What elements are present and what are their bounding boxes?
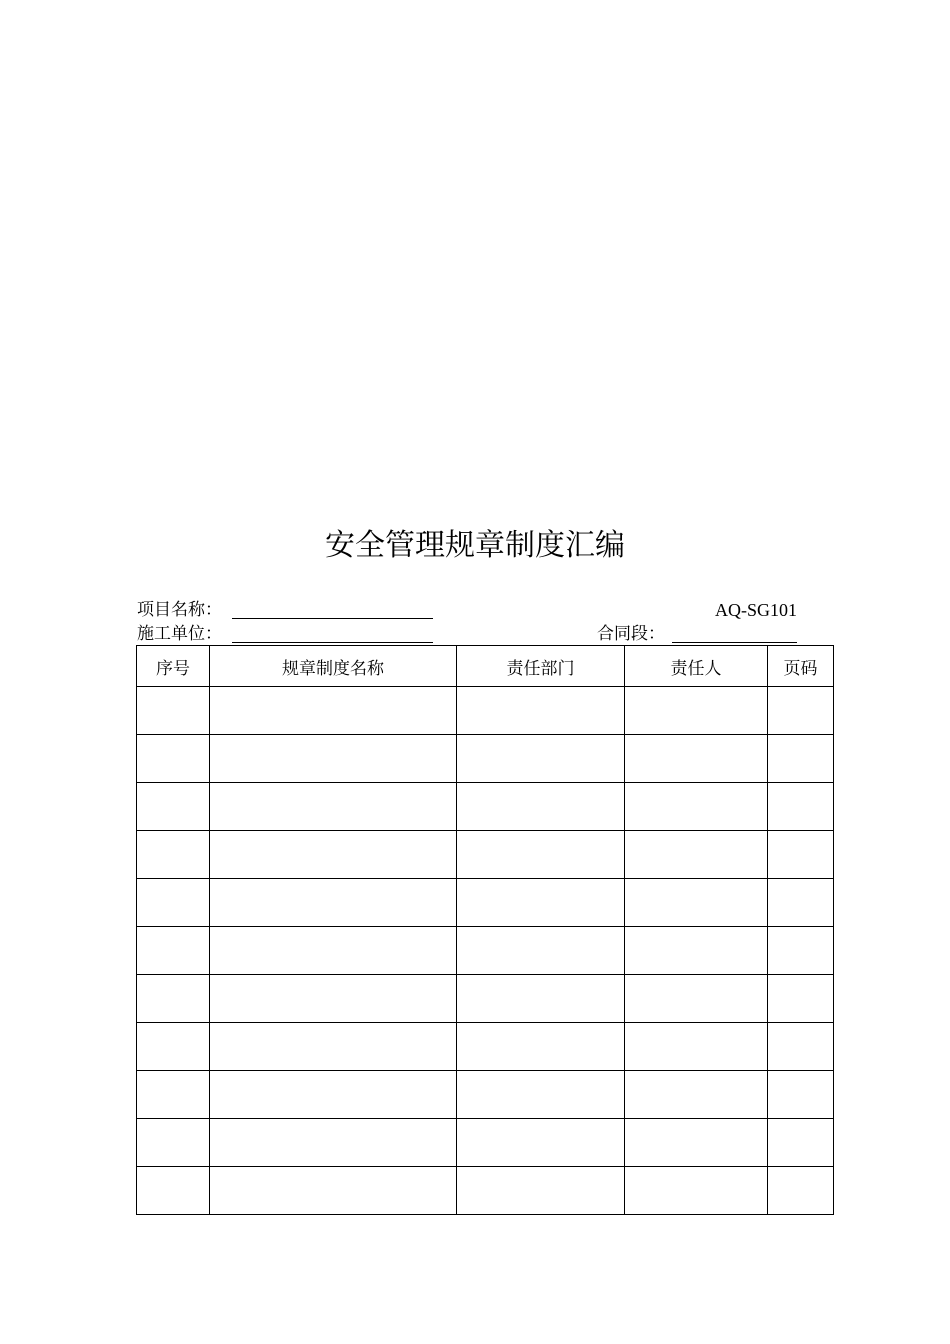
cell-responsible-person[interactable]: [625, 735, 768, 783]
cell-page-number[interactable]: [768, 687, 834, 735]
table-row: [137, 879, 834, 927]
header-page-number: 页码: [768, 646, 834, 687]
cell-page-number[interactable]: [768, 1023, 834, 1071]
cell-regulation-name[interactable]: [210, 783, 457, 831]
table-row: [137, 1167, 834, 1215]
cell-serial-number[interactable]: [137, 1071, 210, 1119]
cell-responsible-person[interactable]: [625, 927, 768, 975]
cell-page-number[interactable]: [768, 735, 834, 783]
cell-responsible-person[interactable]: [625, 975, 768, 1023]
cell-responsible-department[interactable]: [457, 975, 625, 1023]
cell-regulation-name[interactable]: [210, 927, 457, 975]
cell-regulation-name[interactable]: [210, 831, 457, 879]
cell-responsible-department[interactable]: [457, 783, 625, 831]
cell-responsible-department[interactable]: [457, 879, 625, 927]
regulation-register-table: [136, 645, 834, 1215]
cell-regulation-name[interactable]: [210, 1023, 457, 1071]
cell-serial-number[interactable]: [137, 927, 210, 975]
cell-serial-number[interactable]: [137, 1023, 210, 1071]
document-code: AQ-SG101: [714, 600, 797, 620]
cell-responsible-person[interactable]: [625, 1119, 768, 1167]
cell-serial-number[interactable]: [137, 879, 210, 927]
table-row: [137, 975, 834, 1023]
cell-serial-number[interactable]: [137, 735, 210, 783]
header-regulation-name: 规章制度名称: [210, 646, 457, 687]
cell-responsible-person[interactable]: [625, 831, 768, 879]
cell-responsible-department[interactable]: [457, 831, 625, 879]
cell-page-number[interactable]: [768, 975, 834, 1023]
project-name-label: 项目名称：: [137, 600, 222, 620]
table-row: [137, 735, 834, 783]
cell-responsible-department[interactable]: [457, 1119, 625, 1167]
cell-responsible-department[interactable]: [457, 735, 625, 783]
table-header-row: [137, 646, 834, 687]
cell-regulation-name[interactable]: [210, 1167, 457, 1215]
cell-serial-number[interactable]: [137, 975, 210, 1023]
header-serial-number: 序号: [137, 646, 210, 687]
header-responsible-person: 责任人: [625, 646, 768, 687]
table-row: [137, 783, 834, 831]
construction-unit-label: 施工单位：: [137, 624, 222, 644]
page-title: 安全管理规章制度汇编: [325, 528, 625, 563]
cell-page-number[interactable]: [768, 927, 834, 975]
cell-serial-number[interactable]: [137, 687, 210, 735]
table-row: [137, 1071, 834, 1119]
cell-responsible-person[interactable]: [625, 783, 768, 831]
cell-page-number[interactable]: [768, 879, 834, 927]
cell-responsible-person[interactable]: [625, 1071, 768, 1119]
cell-responsible-department[interactable]: [457, 1023, 625, 1071]
cell-responsible-department[interactable]: [457, 687, 625, 735]
cell-serial-number[interactable]: [137, 1167, 210, 1215]
header-row-project: [137, 598, 797, 622]
cell-regulation-name[interactable]: [210, 1071, 457, 1119]
table-row: [137, 927, 834, 975]
project-name-blank[interactable]: [232, 618, 433, 619]
cell-regulation-name[interactable]: [210, 879, 457, 927]
cell-responsible-person[interactable]: [625, 879, 768, 927]
cell-responsible-department[interactable]: [457, 927, 625, 975]
cell-responsible-department[interactable]: [457, 1071, 625, 1119]
cell-page-number[interactable]: [768, 831, 834, 879]
cell-serial-number[interactable]: [137, 783, 210, 831]
cell-responsible-person[interactable]: [625, 1167, 768, 1215]
cell-serial-number[interactable]: [137, 1119, 210, 1167]
cell-regulation-name[interactable]: [210, 1119, 457, 1167]
cell-page-number[interactable]: [768, 1119, 834, 1167]
header-row-unit: [137, 622, 797, 646]
header-responsible-department: 责任部门: [457, 646, 625, 687]
cell-page-number[interactable]: [768, 1167, 834, 1215]
contract-section-blank[interactable]: [672, 642, 797, 643]
cell-regulation-name[interactable]: [210, 687, 457, 735]
cell-page-number[interactable]: [768, 1071, 834, 1119]
cell-regulation-name[interactable]: [210, 735, 457, 783]
table-row: [137, 687, 834, 735]
table-row: [137, 831, 834, 879]
cell-regulation-name[interactable]: [210, 975, 457, 1023]
cell-responsible-person[interactable]: [625, 687, 768, 735]
contract-section-label: 合同段：: [597, 624, 665, 644]
table-row: [137, 1119, 834, 1167]
cell-responsible-department[interactable]: [457, 1167, 625, 1215]
cell-serial-number[interactable]: [137, 831, 210, 879]
table-row: [137, 1023, 834, 1071]
cell-page-number[interactable]: [768, 783, 834, 831]
construction-unit-blank[interactable]: [232, 642, 433, 643]
cell-responsible-person[interactable]: [625, 1023, 768, 1071]
